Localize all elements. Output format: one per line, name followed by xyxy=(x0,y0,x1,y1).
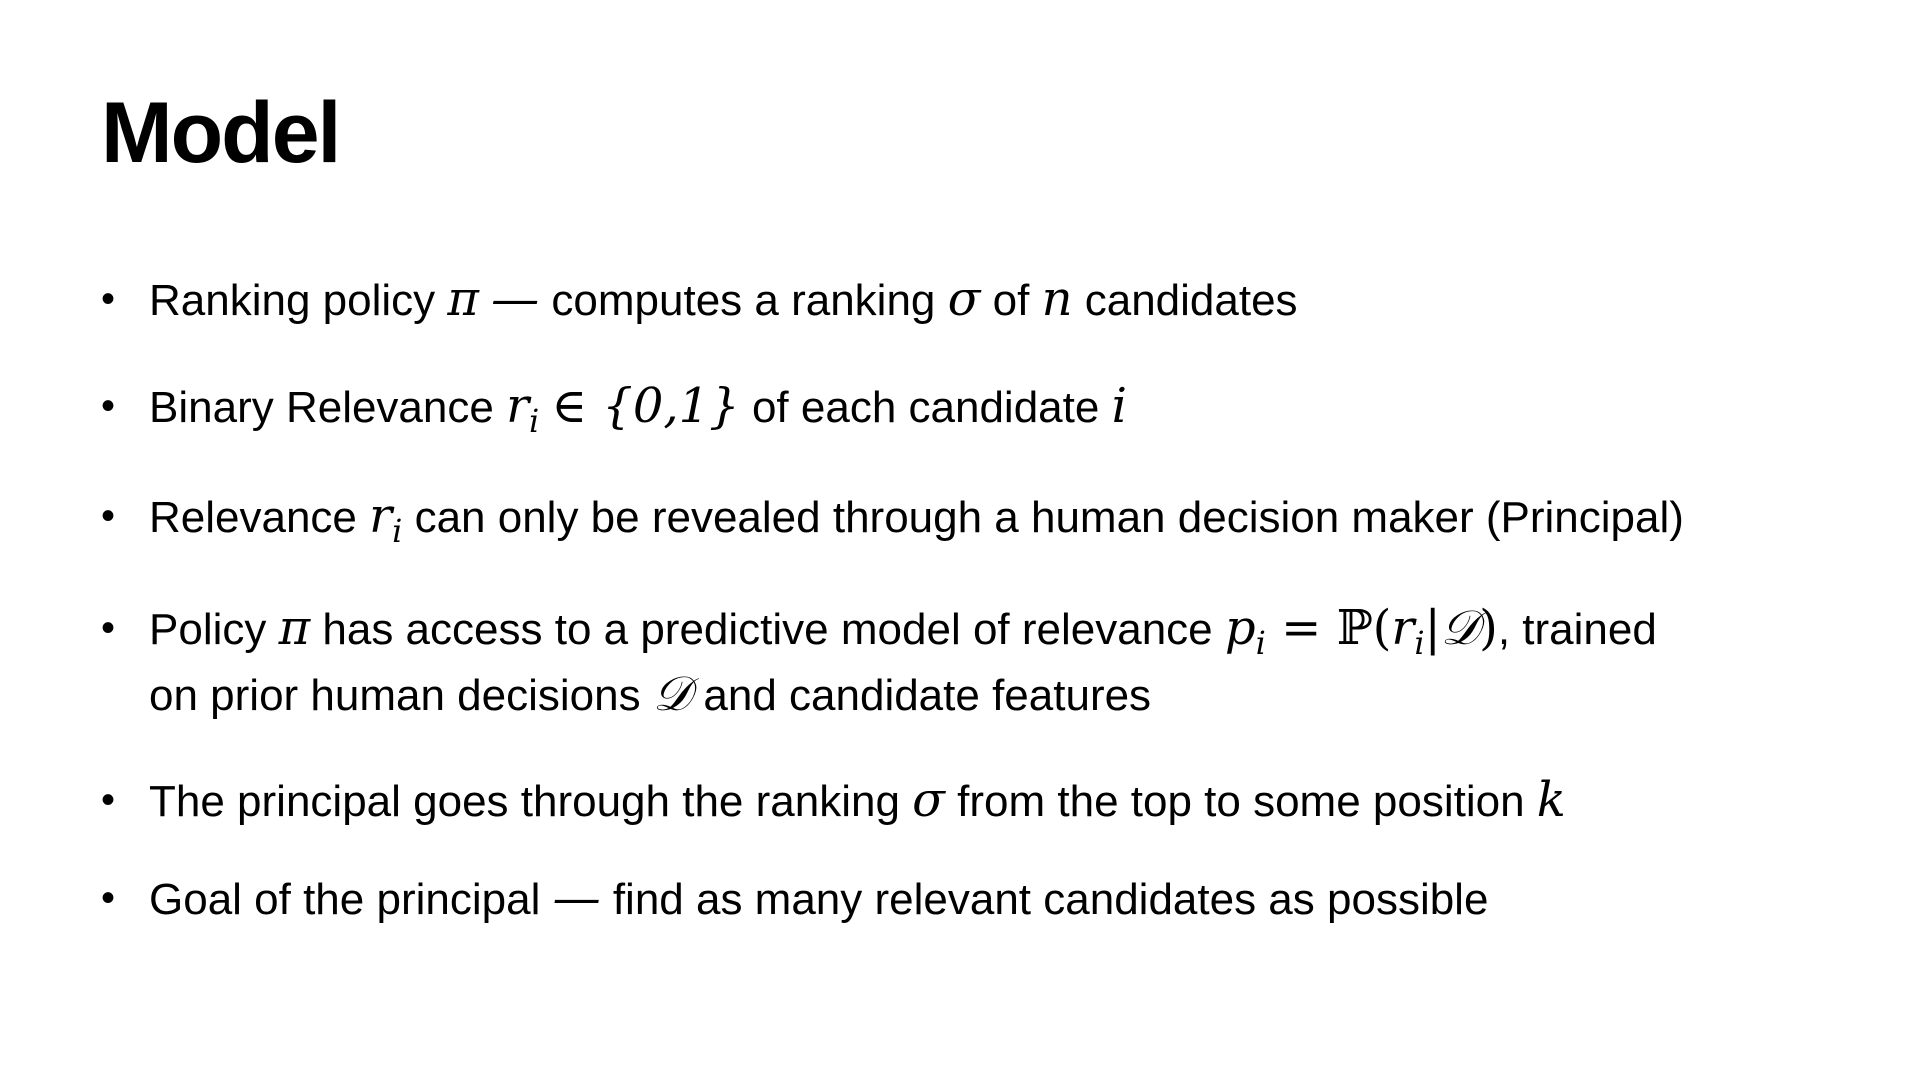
bullet-dot: • xyxy=(101,384,116,428)
text-segment: find as many relevant candidates as possible xyxy=(612,875,1489,924)
math-prob-open: = ℙ( xyxy=(1281,600,1392,656)
text-segment: Relevance xyxy=(149,493,357,542)
math-subscript: i xyxy=(1255,624,1266,662)
math-var: r xyxy=(369,488,393,544)
text-segment: Policy xyxy=(149,605,267,654)
text-segment: computes a ranking xyxy=(551,276,936,325)
bullet-item xyxy=(101,374,1881,440)
math-formula xyxy=(1224,600,1498,662)
text-segment: from the top to some position xyxy=(957,777,1525,826)
math-r-i xyxy=(369,488,403,550)
math-k: k xyxy=(1536,772,1566,828)
bullet-text xyxy=(149,267,1881,333)
math-sigma: σ xyxy=(947,271,981,327)
text-segment: , trained xyxy=(1497,605,1657,654)
slide-title: Model xyxy=(101,85,340,181)
em-dash: — xyxy=(491,271,540,327)
bullet-dot: • xyxy=(101,778,116,822)
math-sigma: σ xyxy=(912,772,945,828)
math-r-i xyxy=(506,378,540,440)
math-var: r xyxy=(1391,600,1415,656)
text-segment: The principal goes through the ranking xyxy=(149,777,900,826)
bullet-dot: • xyxy=(101,277,116,321)
text-segment: of xyxy=(992,276,1030,325)
math-var: p xyxy=(1224,600,1256,656)
bullet-text xyxy=(149,484,1881,550)
math-subscript: i xyxy=(529,402,540,440)
math-script-d: 𝒟 xyxy=(1440,600,1480,656)
math-var: r xyxy=(506,378,530,434)
bullet-item xyxy=(101,866,1881,932)
math-set: ∈ {0,1} xyxy=(551,378,740,434)
bullet-item xyxy=(101,596,1881,728)
text-segment: and candidate features xyxy=(703,671,1152,720)
text-segment: can only be revealed through a human decision maker (Principal) xyxy=(414,493,1684,542)
math-paren-close: ) xyxy=(1479,600,1498,656)
text-segment: Binary Relevance xyxy=(149,383,494,432)
math-pi: π xyxy=(447,271,479,327)
math-script-d: 𝒟 xyxy=(652,666,692,722)
math-bar: | xyxy=(1424,600,1441,656)
bullet-dot: • xyxy=(101,876,116,920)
math-subscript: i xyxy=(1414,624,1425,662)
bullet-item xyxy=(101,768,1881,834)
bullet-text xyxy=(149,768,1881,834)
bullet-dot: • xyxy=(101,606,116,650)
math-subscript: i xyxy=(392,512,403,550)
em-dash: — xyxy=(552,870,601,926)
text-segment: of each candidate xyxy=(751,383,1100,432)
text-segment: has access to a predictive model of relevance xyxy=(322,605,1213,654)
text-segment: Ranking policy xyxy=(149,276,436,325)
text-segment: on prior human decisions xyxy=(149,671,641,720)
bullet-item xyxy=(101,267,1881,333)
bullet-item xyxy=(101,484,1881,550)
text-segment: candidates xyxy=(1084,276,1298,325)
bullet-dot: • xyxy=(101,494,116,538)
bullet-text xyxy=(149,374,1881,440)
math-n: n xyxy=(1041,271,1073,327)
text-segment: Goal of the principal xyxy=(149,875,541,924)
bullet-text xyxy=(149,596,1881,728)
math-i: i xyxy=(1111,378,1127,434)
bullet-text xyxy=(149,866,1881,932)
math-pi: π xyxy=(278,600,311,656)
